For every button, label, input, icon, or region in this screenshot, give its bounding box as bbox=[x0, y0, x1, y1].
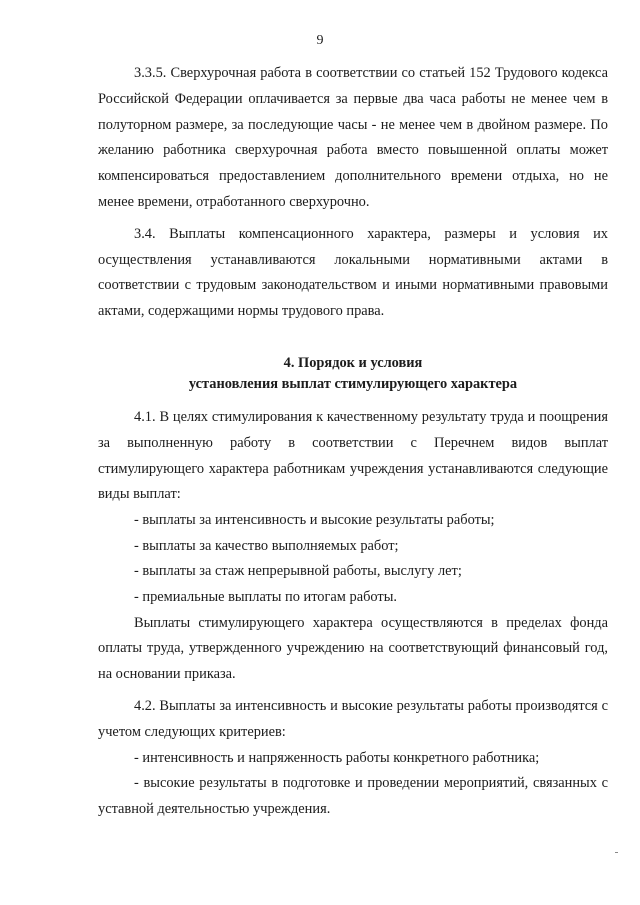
list-item-quality: - выплаты за качество выполняемых работ; bbox=[134, 537, 399, 554]
list-item-intensity: - выплаты за интенсивность и высокие результаты работы; bbox=[134, 512, 495, 529]
section-heading-line-1: 4. Порядок и условия bbox=[283, 354, 423, 371]
paragraph-4-1-funding: Выплаты стимулирующего характера осуществляются в пределах фонда оплаты труда, утвержденного учреждению на соответствующий финансовый год, на основании приказа. bbox=[98, 614, 608, 683]
list-item-criterion-intensity: - интенсивность и напряженность работы конкретного работника; bbox=[134, 749, 540, 766]
scan-speck bbox=[615, 852, 618, 853]
paragraph-4-1: 4.1. В целях стимулирования к качественному результату труда и поощрения за выполненную работу в соответствии с Перечнем видов выплат стимулирующего характера работникам учреждения устанавливаются следующие виды выплат: bbox=[98, 408, 608, 503]
list-item-seniority: - выплаты за стаж непрерывной работы, выслугу лет; bbox=[134, 563, 462, 580]
section-heading-line-2: установления выплат стимулирующего характера bbox=[188, 375, 518, 392]
paragraph-4-2: 4.2. Выплаты за интенсивность и высокие результаты работы производятся с учетом следующих критериев: bbox=[98, 697, 608, 740]
document-body bbox=[98, 61, 608, 823]
list-item-bonus: - премиальные выплаты по итогам работы. bbox=[134, 588, 397, 605]
paragraph-3-4: 3.4. Выплаты компенсационного характера, размеры и условия их осуществления устанавливаются локальными нормативными актами в соответствии с трудовым законодательством и иными нормативными правовыми актами, содержащими нормы трудового права. bbox=[98, 225, 608, 320]
page-number: 9 bbox=[316, 33, 324, 48]
paragraph-3-3-5: 3.3.5. Сверхурочная работа в соответствии со статьей 152 Трудового кодекса Российской Федерации оплачивается за первые два часа работы не менее чем в полуторном размере, за последующие часы - не менее чем в двойном размере. По желанию работника сверхурочная работа вместо повышенной оплаты может компенсироваться предоставлением дополнительного времени отдыха, но не менее времени, отработанного сверхурочно. bbox=[98, 65, 608, 210]
section-4-heading bbox=[98, 353, 608, 395]
list-item-criterion-results: - высокие результаты в подготовке и проведении мероприятий, связанных с уставной деятельностью учреждения. bbox=[98, 775, 608, 817]
